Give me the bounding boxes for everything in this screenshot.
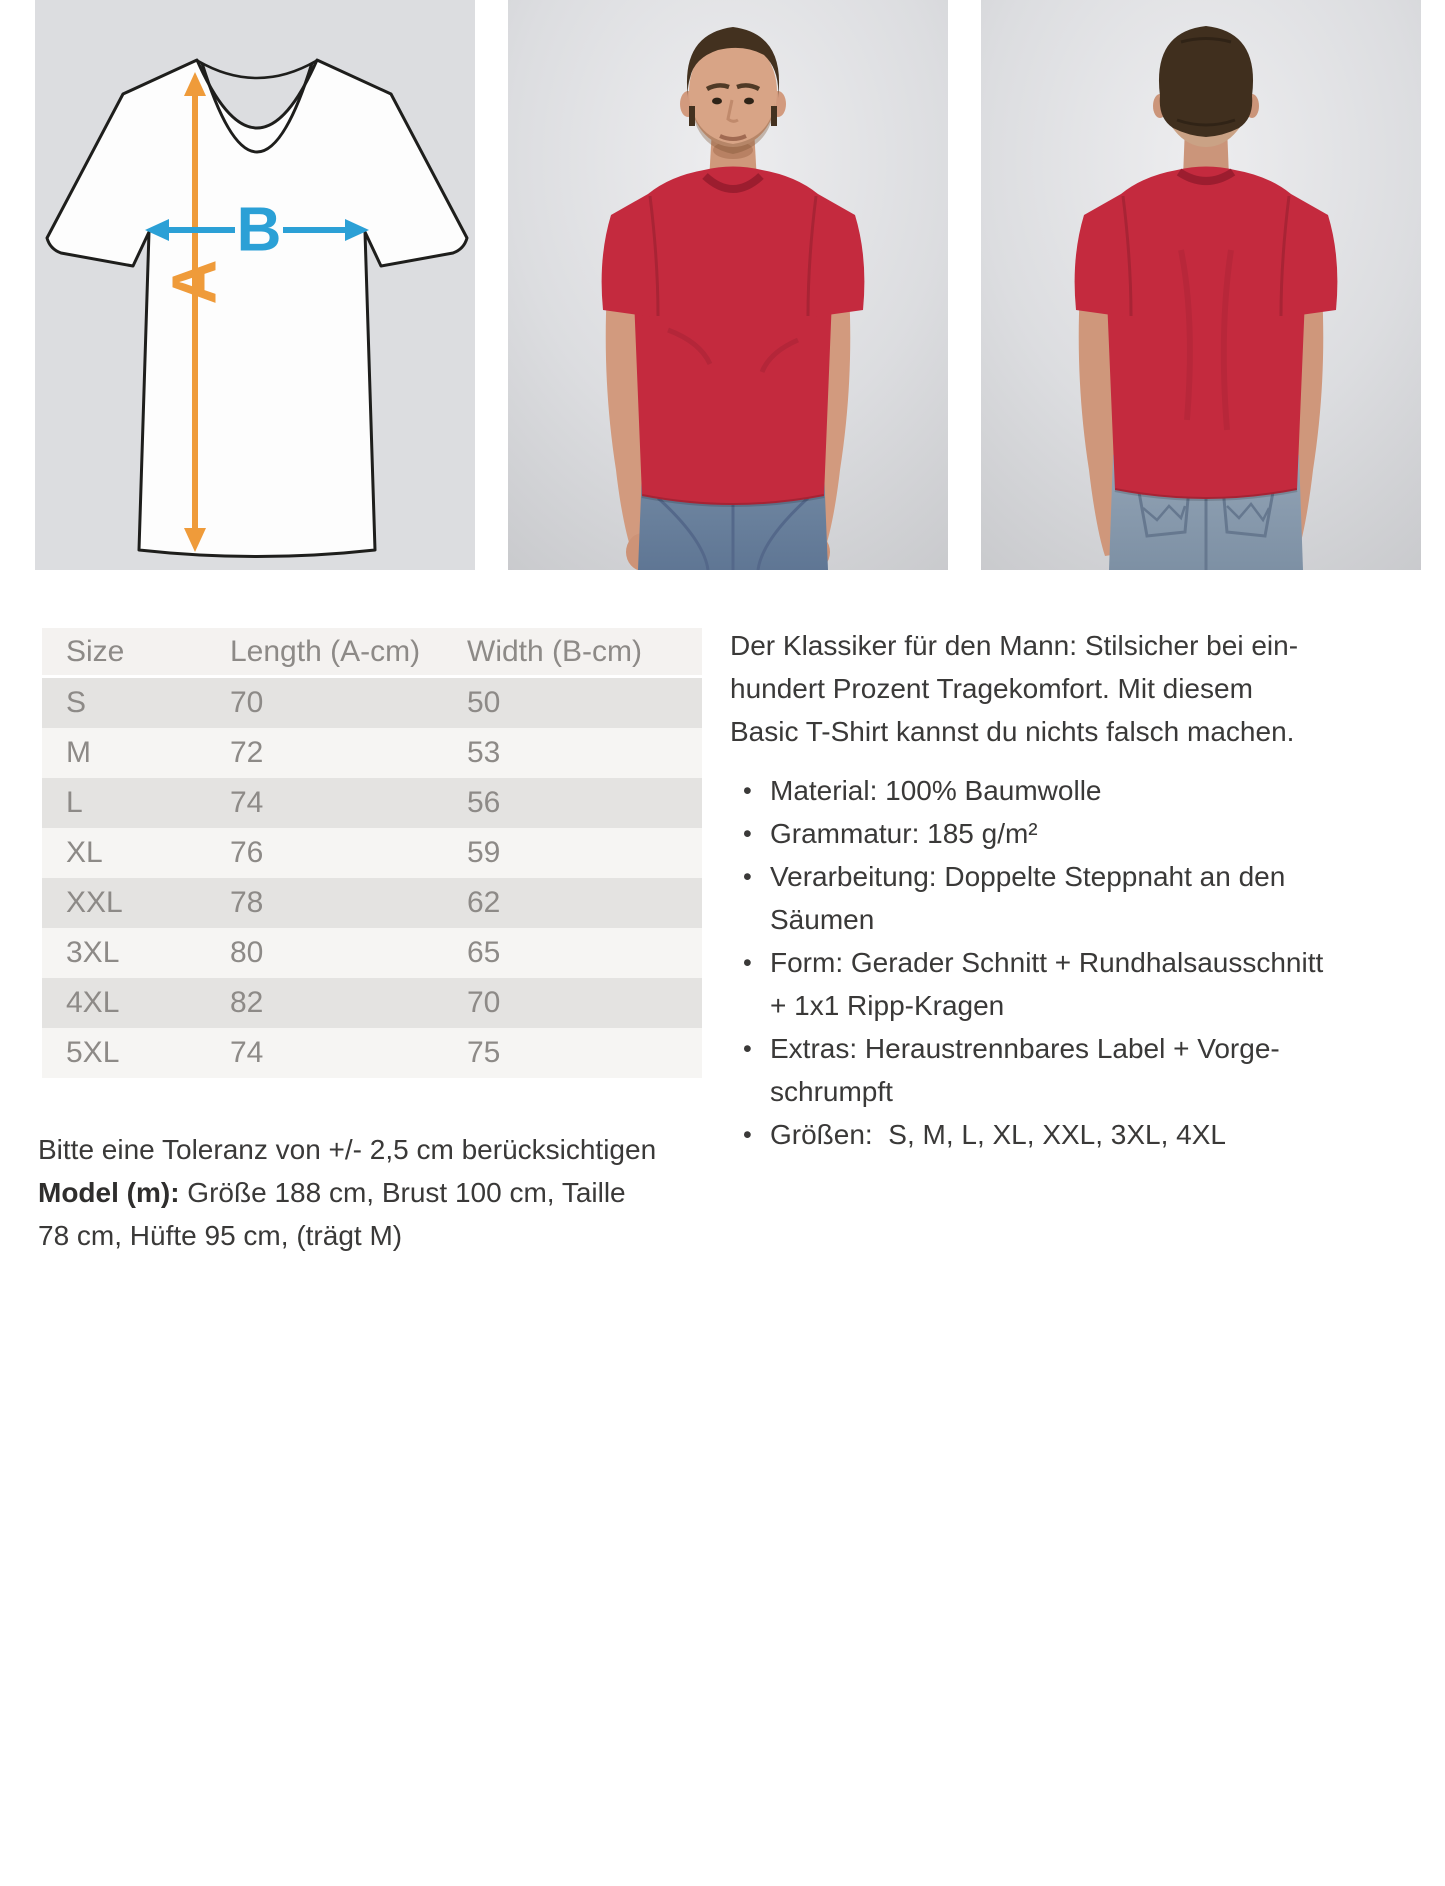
feature-item: • Grammatur: 185 g/m² xyxy=(730,812,1335,855)
product-description xyxy=(730,624,1335,1156)
size-table-body xyxy=(42,677,702,1079)
table-cell: L xyxy=(42,778,230,828)
size-table-header-row xyxy=(42,628,702,677)
model-back-photo xyxy=(981,0,1421,570)
table-cell: 76 xyxy=(230,828,467,878)
table-cell: 3XL xyxy=(42,928,230,978)
table-row xyxy=(42,828,702,878)
table-row xyxy=(42,878,702,928)
table-row xyxy=(42,728,702,778)
feature-item: • Extras: Heraustrennbares Label + Vorgeschrumpft xyxy=(730,1027,1335,1113)
model-text: Größe 188 cm, Brust 100 cm, Taille 78 cm, Hüfte 95 cm, (trägt M) xyxy=(38,1177,626,1251)
model-label: Model (m): xyxy=(38,1177,180,1208)
hair xyxy=(1159,26,1253,137)
table-row xyxy=(42,778,702,828)
table-cell: 59 xyxy=(467,828,702,878)
eye xyxy=(744,98,754,105)
measure-label-b: B xyxy=(236,195,282,265)
size-diagram-image xyxy=(35,0,475,570)
table-row xyxy=(42,978,702,1028)
tolerance-note: Bitte eine Toleranz von +/- 2,5 cm berücksichtigen xyxy=(38,1134,657,1165)
table-cell: 72 xyxy=(230,728,467,778)
table-cell: 70 xyxy=(230,677,467,729)
product-image-row xyxy=(35,0,1421,570)
model-note xyxy=(38,1171,663,1257)
feature-item: • Größen: S, M, L, XL, XXL, 3XL, 4XL xyxy=(730,1113,1335,1156)
table-cell: 78 xyxy=(230,878,467,928)
model-front-svg xyxy=(508,0,948,570)
table-cell: 82 xyxy=(230,978,467,1028)
table-cell: 56 xyxy=(467,778,702,828)
table-cell: 70 xyxy=(467,978,702,1028)
table-cell: 53 xyxy=(467,728,702,778)
table-cell: 80 xyxy=(230,928,467,978)
table-row xyxy=(42,928,702,978)
eye xyxy=(712,98,722,105)
measure-label-a: A xyxy=(160,259,230,305)
table-cell: 4XL xyxy=(42,978,230,1028)
feature-item: • Verarbeitung: Doppelte Steppnaht an den Säumen xyxy=(730,855,1335,941)
column-header: Length (A-cm) xyxy=(230,628,467,677)
table-row xyxy=(42,677,702,729)
column-header: Width (B-cm) xyxy=(467,628,702,677)
table-cell: M xyxy=(42,728,230,778)
size-table xyxy=(42,628,702,1078)
red-tshirt-front xyxy=(602,167,865,506)
model-back-svg xyxy=(981,0,1421,570)
feature-item: • Form: Gerader Schnitt + Rundhalsausschnitt + 1x1 Ripp-Kragen xyxy=(730,941,1335,1027)
table-row xyxy=(42,1028,702,1078)
feature-list xyxy=(730,769,1335,1156)
table-cell: 74 xyxy=(230,1028,467,1078)
table-cell: S xyxy=(42,677,230,729)
feature-item: • Material: 100% Baumwolle xyxy=(730,769,1335,812)
table-cell: XXL xyxy=(42,878,230,928)
column-header: Size xyxy=(42,628,230,677)
table-cell: 74 xyxy=(230,778,467,828)
model-front-photo xyxy=(508,0,948,570)
table-cell: 62 xyxy=(467,878,702,928)
table-cell: 5XL xyxy=(42,1028,230,1078)
size-notes xyxy=(38,1128,663,1257)
description-intro: Der Klassiker für den Mann: Stilsicher bei einhundert Prozent Tragekomfort. Mit diesem Basic T-Shirt kannst du nichts falsch machen. xyxy=(730,630,1299,747)
table-cell: 75 xyxy=(467,1028,702,1078)
table-cell: 65 xyxy=(467,928,702,978)
table-cell: XL xyxy=(42,828,230,878)
red-tshirt-back xyxy=(1075,167,1338,500)
tshirt-diagram-svg xyxy=(35,0,475,570)
table-cell: 50 xyxy=(467,677,702,729)
